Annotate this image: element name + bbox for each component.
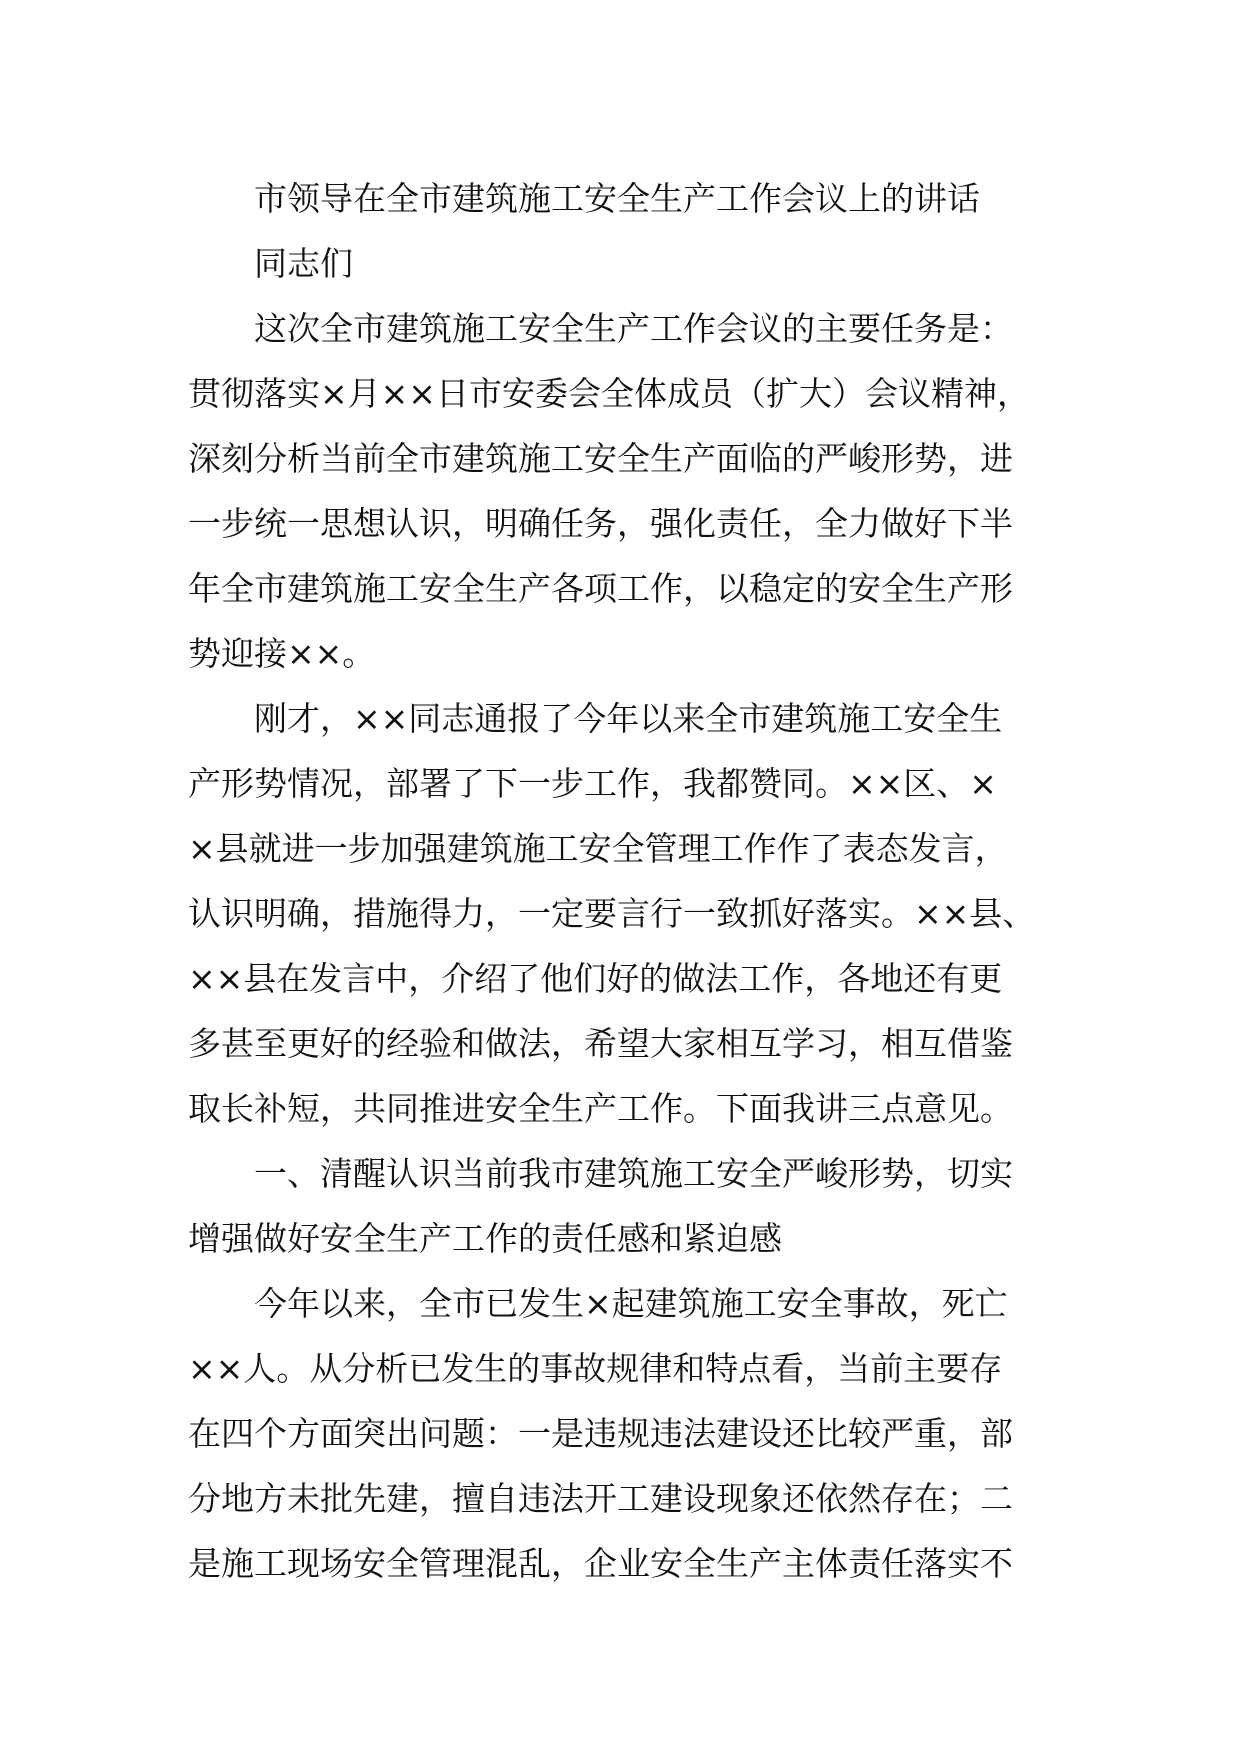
paragraph-line: 是施工现场安全管理混乱，企业安全生产主体责任落实不 bbox=[188, 1544, 1013, 1583]
paragraph-line: 刚才，××同志通报了今年以来全市建筑施工安全生 bbox=[254, 699, 1003, 738]
paragraph-line: 势迎接××。 bbox=[188, 634, 376, 673]
paragraph-line: 深刻分析当前全市建筑施工安全生产面临的严峻形势，进 bbox=[188, 439, 1013, 478]
salutation: 同志们 bbox=[254, 244, 353, 283]
paragraph-line: 认识明确，措施得力，一定要言行一致抓好落实。××县、 bbox=[188, 894, 1036, 933]
paragraph-line: 分地方未批先建，擅自违法开工建设现象还依然存在；二 bbox=[188, 1479, 1013, 1518]
document-title: 市领导在全市建筑施工安全生产工作会议上的讲话 bbox=[254, 179, 980, 218]
paragraph-1 bbox=[188, 296, 1088, 686]
paragraph-line: 多甚至更好的经验和做法，希望大家相互学习，相互借鉴 bbox=[188, 1024, 1013, 1063]
paragraph-line: ××县在发言中，介绍了他们好的做法工作，各地还有更 bbox=[188, 959, 1003, 998]
paragraph-line: 一步统一思想认识，明确任务，强化责任，全力做好下半 bbox=[188, 504, 1013, 543]
paragraph-line: 产形势情况，部署了下一步工作，我都赞同。××区、× bbox=[188, 764, 997, 803]
section-heading-1 bbox=[188, 1141, 1088, 1271]
paragraph-line: 取长补短，共同推进安全生产工作。下面我讲三点意见。 bbox=[188, 1089, 1013, 1128]
paragraph-line: 这次全市建筑施工安全生产工作会议的主要任务是： bbox=[254, 309, 1013, 348]
document-body bbox=[188, 166, 1088, 1596]
paragraph-line: ×县就进一步加强建筑施工安全管理工作作了表态发言， bbox=[188, 829, 1008, 868]
paragraph-2 bbox=[188, 686, 1088, 1141]
paragraph-line: 年全市建筑施工安全生产各项工作，以稳定的安全生产形 bbox=[188, 569, 1013, 608]
paragraph-line: 在四个方面突出问题：一是违规违法建设还比较严重，部 bbox=[188, 1414, 1013, 1453]
heading-line: 增强做好安全生产工作的责任感和紧迫感 bbox=[188, 1219, 782, 1258]
paragraph-line: ××人。从分析已发生的事故规律和特点看，当前主要存 bbox=[188, 1349, 1003, 1388]
paragraph-line: 今年以来，全市已发生×起建筑施工安全事故，死亡 bbox=[254, 1284, 1008, 1323]
heading-line: 一、清醒认识当前我市建筑施工安全严峻形势，切实 bbox=[254, 1154, 1013, 1193]
paragraph-line: 贯彻落实×月××日市安委会全体成员（扩大）会议精神， bbox=[188, 374, 1030, 413]
paragraph-3 bbox=[188, 1271, 1088, 1596]
